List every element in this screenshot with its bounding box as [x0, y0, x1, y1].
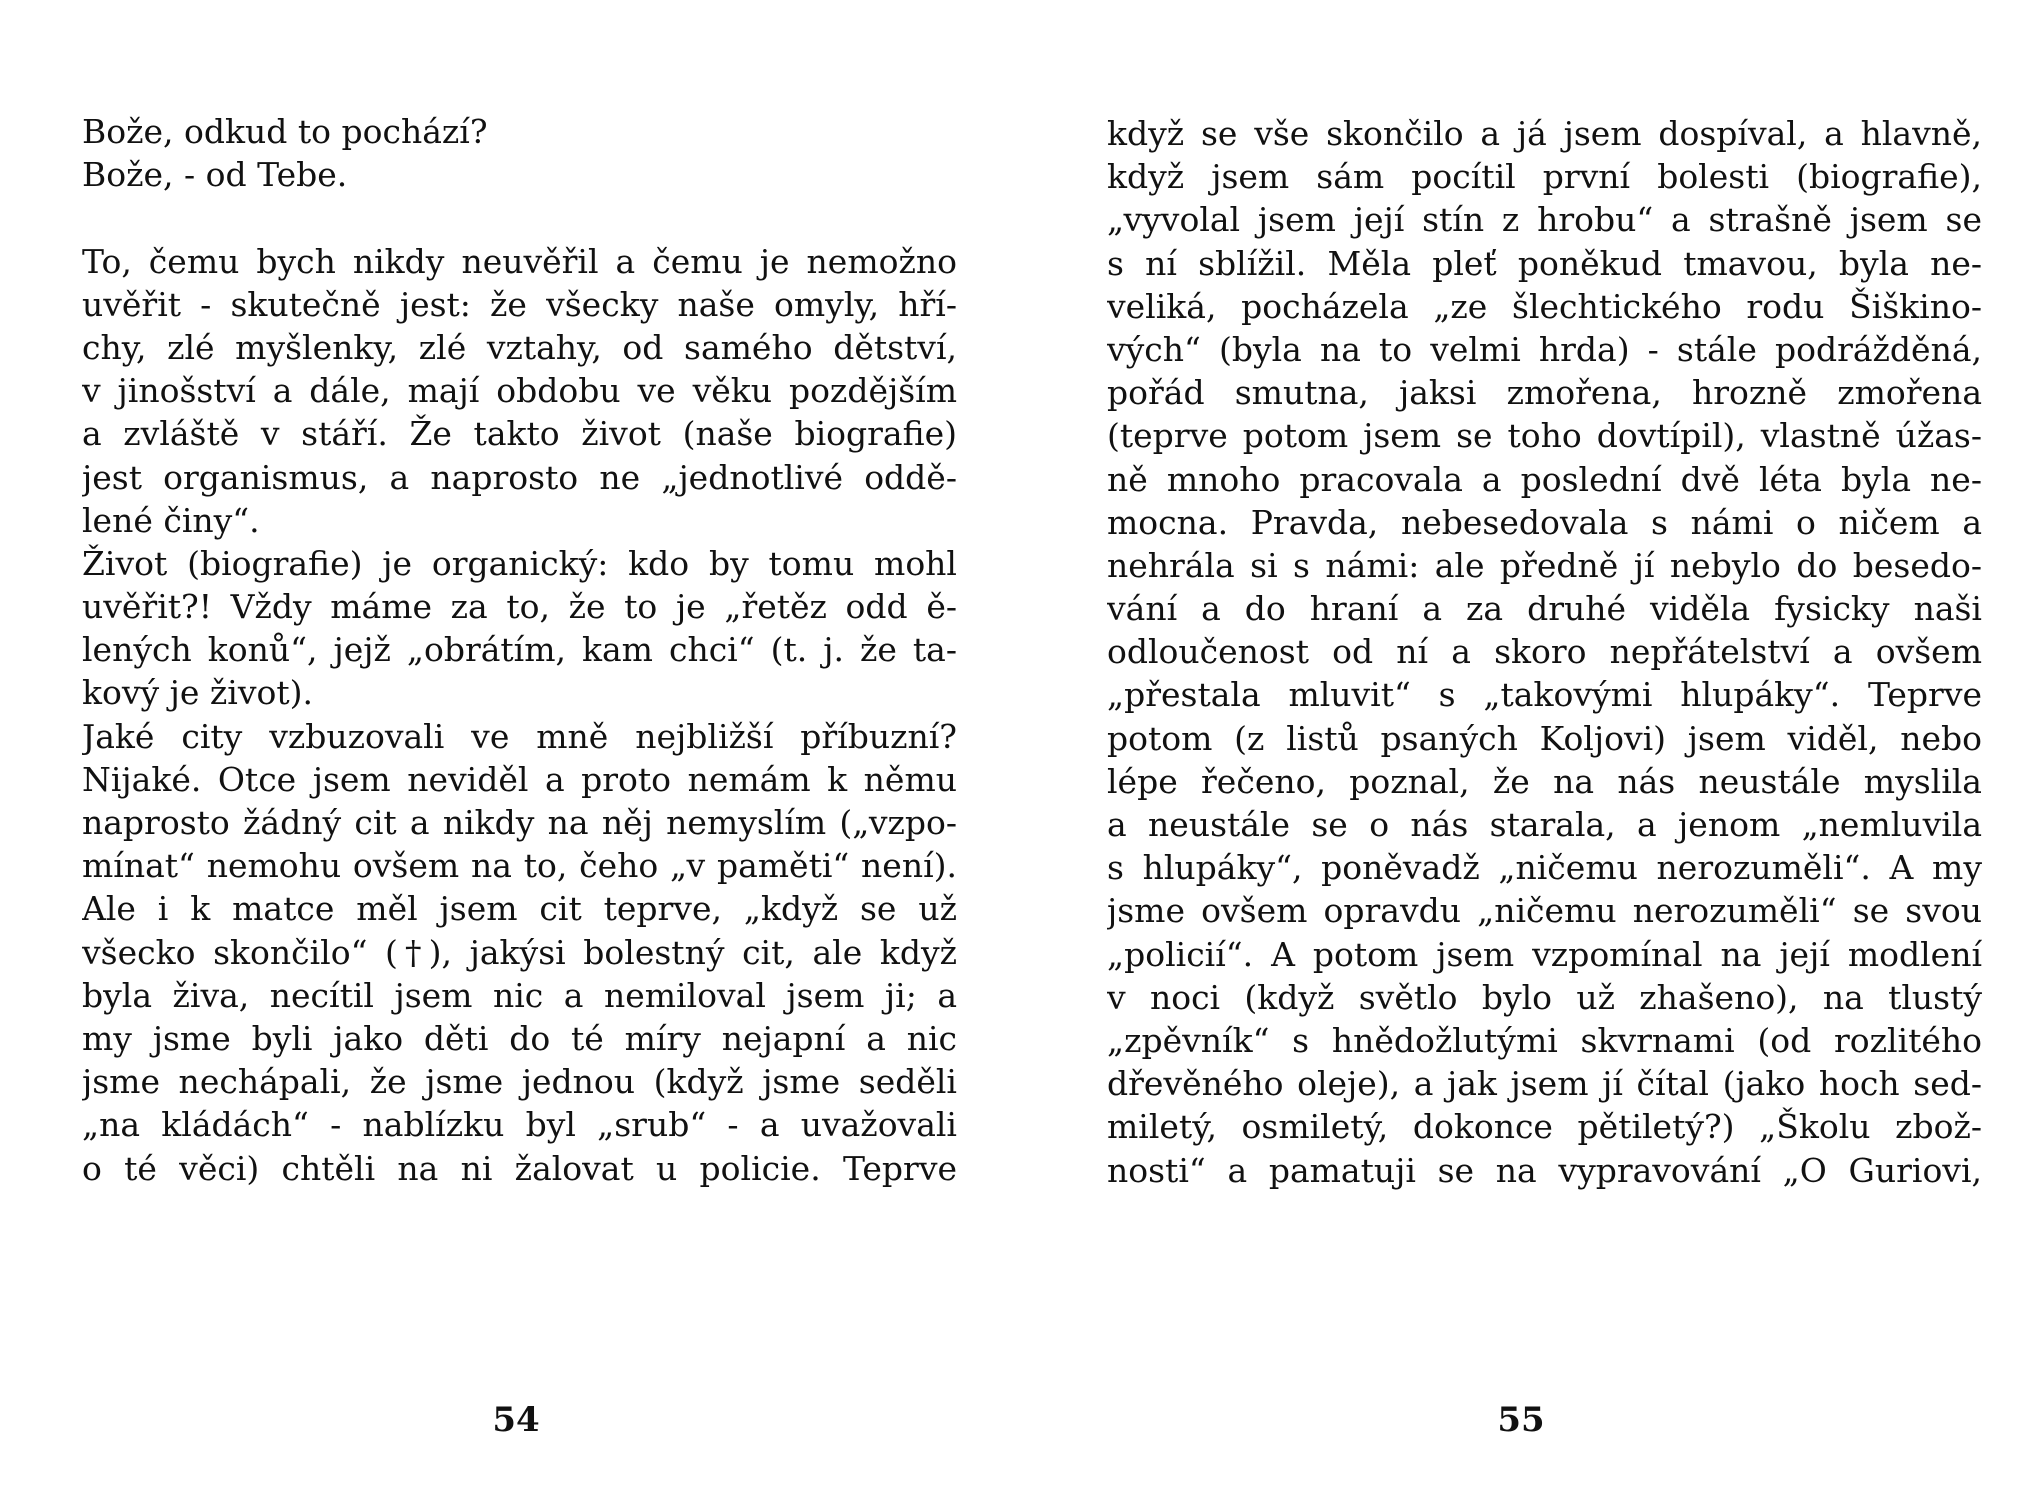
text-line: jest organismus, a naprosto ne „jednotlivé oddě- — [82, 457, 957, 497]
text-line: když se vše skončilo a já jsem dospíval, a hlavně, — [1107, 114, 1982, 153]
text-line: (teprve potom jsem se toho dovtípil), vlastně úžas- — [1107, 416, 1982, 456]
text-line: o té věci) chtěli na ni žalovat u policie. Teprve — [82, 1148, 957, 1188]
text-line: všecko skončilo“ (†), jakýsi bolestný cit, ale když — [82, 932, 957, 972]
text-line: Život (biografie) je organický: kdo by tomu mohl — [82, 543, 957, 583]
text-line: jsme nechápali, že jsme jednou (když jsme seděli — [82, 1062, 957, 1102]
text-line: mocna. Pravda, nebesedovala s námi o ničem a — [1107, 502, 1982, 542]
text-line: potom (z listů psaných Koljovi) jsem viděl, nebo — [1107, 718, 1982, 758]
text-line: vání a do hraní a za druhé viděla fysicky naši — [1107, 589, 1982, 629]
page-number: 54 — [492, 1400, 540, 1440]
text-line: mínat“ nemohu ovšem na to, čeho „v paměti“ není). — [82, 846, 957, 886]
text-line: „zpěvník“ s hnědožlutými skvrnami (od rozlitého — [1107, 1020, 1982, 1060]
text-line: „vyvolal jsem její stín z hrobu“ a strašně jsem se — [1107, 200, 1982, 240]
text-line: dřevěného oleje), a jak jsem jí čítal (jako hoch sed- — [1107, 1064, 1982, 1104]
text-line: v jinošství a dále, mají obdobu ve věku pozdějším — [82, 371, 957, 411]
text-line: Bože, odkud to pochází? — [82, 112, 488, 151]
text-line: když jsem sám pocítil první bolesti (biografie), — [1107, 157, 1982, 197]
text-line: kový je život). — [82, 673, 313, 713]
right-page-text — [1107, 112, 1982, 1192]
text-line: a neustále se o nás starala, a jenom „nemluvila — [1107, 805, 1982, 844]
text-line: s ní sblížil. Měla pleť poněkud tmavou, byla ne- — [1107, 243, 1982, 283]
text-line: lépe řečeno, poznal, že na nás neustále myslila — [1107, 761, 1982, 801]
text-line: lené činy“. — [82, 500, 260, 540]
text-line: v noci (když světlo bylo už zhašeno), na tlustý — [1107, 977, 1982, 1017]
text-line: naprosto žádný cit a nikdy na něj nemyslím („vzpo- — [82, 803, 957, 842]
text-line: „přestala mluvit“ s „takovými hlupáky“. Teprve — [1107, 675, 1982, 715]
text-line: uvěřit - skutečně jest: že všecky naše omyly, hří- — [82, 284, 957, 324]
text-line: odloučenost od ní a skoro nepřátelství a ovšem — [1107, 632, 1982, 672]
text-line: vých“ (byla na to velmi hrda) - stále podrážděná, — [1107, 329, 1982, 369]
text-line: chy, zlé myšlenky, zlé vztahy, od samého dětství, — [82, 327, 957, 367]
text-line: „na kládách“ - nablízku byl „srub“ - a uvažovali — [82, 1105, 957, 1145]
left-page-text — [82, 110, 957, 1190]
blank-line — [82, 196, 957, 239]
text-line: byla živa, necítil jsem nic a nemiloval jsem ji; a — [82, 975, 957, 1015]
text-line: Nijaké. Otce jsem neviděl a proto nemám k němu — [82, 759, 957, 799]
text-line: nehrála si s námi: ale předně jí nebylo do besedo- — [1107, 545, 1982, 585]
text-line: uvěřit?! Vždy máme za to, že to je „řetěz odd ě- — [82, 587, 957, 627]
text-line: a zvláště v stáří. Že takto život (naše biografie) — [82, 414, 957, 454]
text-line: veliká, pocházela „ze šlechtického rodu Šiškino- — [1107, 286, 1982, 326]
text-line: ně mnoho pracovala a poslední dvě léta byla ne- — [1107, 459, 1982, 499]
right-page — [1017, 0, 2034, 1500]
text-line: miletý, osmiletý, dokonce pětiletý?) „Školu zbož- — [1107, 1107, 1982, 1147]
text-line: Ale i k matce měl jsem cit teprve, „když se už — [82, 889, 957, 929]
text-line: my jsme byli jako děti do té míry nejapní a nic — [82, 1018, 957, 1058]
text-line: jsme ovšem opravdu „ničemu nerozuměli“ se svou — [1107, 891, 1982, 931]
text-line: „policií“. A potom jsem vzpomínal na její modlení — [1107, 934, 1982, 974]
page-number: 55 — [1497, 1400, 1545, 1440]
text-line: To, čemu bych nikdy neuvěřil a čemu je nemožno — [82, 241, 957, 281]
text-line: s hlupáky“, poněvadž „ničemu nerozuměli“. A my — [1107, 848, 1982, 888]
text-line: pořád smutna, jaksi zmořena, hrozně zmořena — [1107, 373, 1982, 413]
text-line: Bože, - od Tebe. — [82, 155, 348, 195]
text-line: nosti“ a pamatuji se na vypravování „O Guriovi, — [1107, 1150, 1982, 1190]
text-line: Jaké city vzbuzovali ve mně nejbližší příbuzní? — [82, 716, 957, 756]
text-line: lených konů“, jejž „obrátím, kam chci“ (t. j. že ta- — [82, 630, 957, 670]
